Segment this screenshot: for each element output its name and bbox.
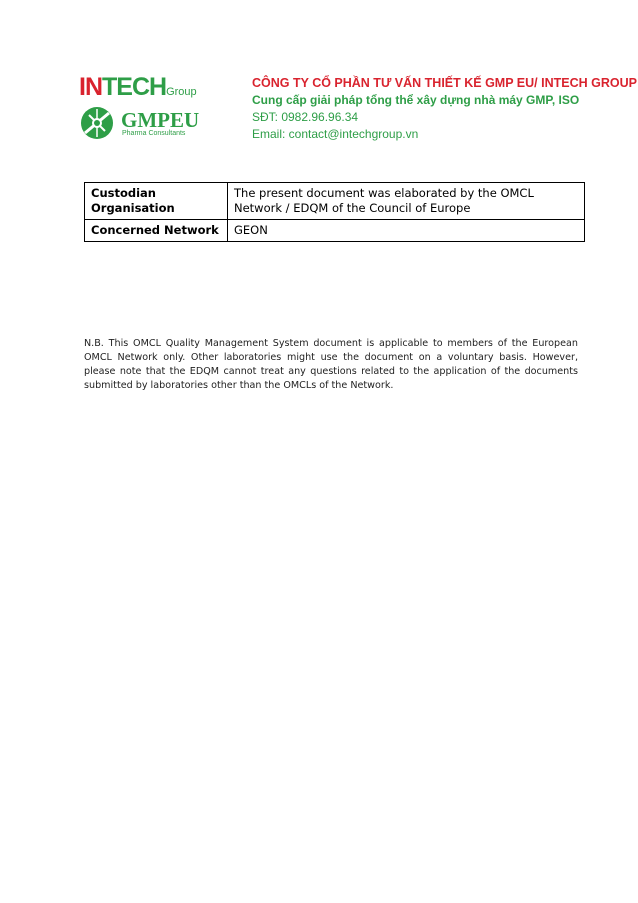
network-value: GEON [228, 220, 585, 242]
intech-group-logo [79, 74, 197, 105]
company-logos [79, 70, 209, 142]
network-label: Concerned Network [85, 220, 228, 242]
disclaimer-note: N.B. This OMCL Quality Management System document is applicable to members of the European OMCL Network only. Other laboratories might use the document on a voluntary basis. However, please note that the EDQM cannot treat any questions related to the application of the documents submitted by laboratories other than the OMCLs of the Network. [84, 338, 578, 391]
intech-logo-group: Group [166, 86, 197, 98]
gmpeu-logo-subtitle: Pharma Consultants [122, 130, 186, 137]
custodian-value: The present document was elaborated by the OMCL Network / EDQM of the Council of Europe [228, 183, 585, 220]
gmpeu-emblem-icon [79, 105, 115, 141]
intech-logo-part2: TECH [102, 73, 167, 101]
company-email[interactable]: Email: contact@intechgroup.vn [252, 127, 419, 141]
company-info [252, 76, 637, 142]
gmpeu-logo [79, 105, 209, 141]
table-row [85, 220, 585, 242]
document-info-table [84, 182, 585, 242]
intech-logo-part1: IN [79, 73, 102, 101]
company-name: CÔNG TY CỔ PHẦN TƯ VẤN THIẾT KẾ GMP EU/ INTECH GROUP [252, 76, 637, 90]
table-row [85, 183, 585, 220]
custodian-label: Custodian Organisation [85, 183, 228, 220]
company-phone: SĐT: 0982.96.96.34 [252, 110, 359, 124]
gmpeu-logo-text: GMPEU [121, 108, 200, 132]
company-tagline: Cung cấp giải pháp tổng thể xây dựng nhà máy GMP, ISO [252, 93, 580, 107]
